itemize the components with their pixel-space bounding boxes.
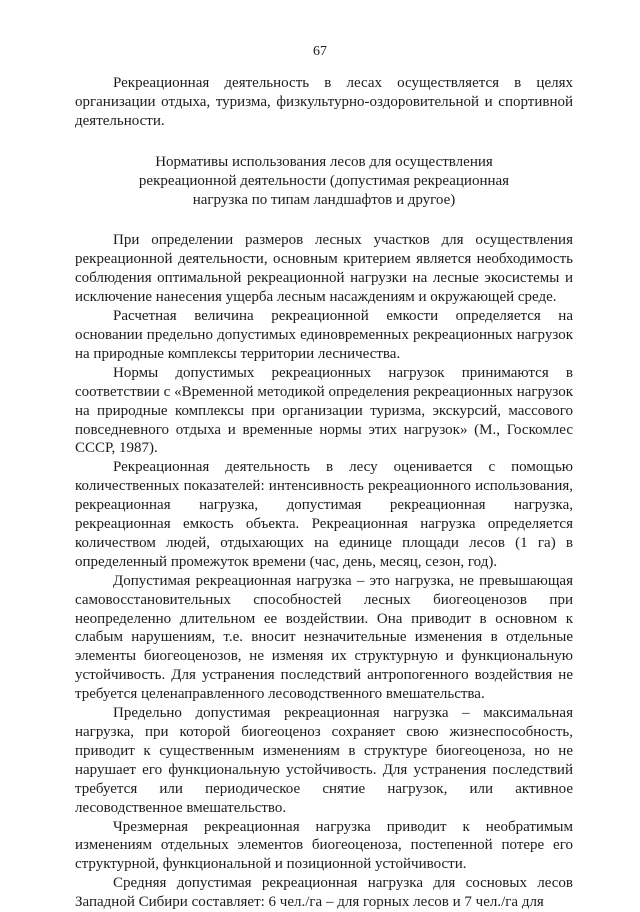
heading-line: нагрузка по типам ландшафтов и другое): [192, 191, 456, 208]
paragraph: Рекреационная деятельность в лесу оценивается с помощью количественных показателей: интенсивность рекреационного использования, рекреационная нагрузка, допустимая рекреационная нагрузка, рекреационная емкость объекта. Рекреационная нагрузка определяется количеством людей, отдыхающих на единице площади лесов (1 га) в определенный промежуток времени (час, день, месяц, сезон, год).: [75, 459, 573, 570]
paragraph: Средняя допустимая рекреационная нагрузка для сосновых лесов Западной Сибири составляет: 6 чел./га – для горных лесов и 7 чел./га для: [75, 875, 573, 911]
intro-paragraph: Рекреационная деятельность в лесах осуществляется в целях организации отдыха, туризма, физкультурно-оздоровительной и спортивной деятельности.: [75, 75, 573, 129]
paragraph: Нормы допустимых рекреационных нагрузок принимаются в соответствии с «Временной методикой определения рекреационных нагрузок на природные комплексы при организации туризма, экскурсий, массового повседневного отдыха и временные нормы этих нагрузок» (М., Госкомлес СССР, 1987).: [75, 364, 573, 457]
heading-line: рекреационной деятельности (допустимая рекреационная: [138, 172, 510, 189]
page-number: 67: [313, 44, 327, 59]
paragraph: При определении размеров лесных участков для осуществления рекреационной деятельности, основным критерием является необходимость соблюдения оптимальной рекреационной нагрузки на лесные экосистемы и исключение нанесения ущерба лесным насаждениям и окружающей среде.: [75, 232, 573, 306]
paragraph: Расчетная величина рекреационной емкости определяется на основании предельно допустимых единовременных рекреационных нагрузок на природные комплексы территории лесничества.: [75, 308, 573, 362]
paragraph: Чрезмерная рекреационная нагрузка приводит к необратимым изменениям отдельных элементов биогеоценоза, постепенной потере его структурной, функциональной и позиционной устойчивости.: [75, 818, 573, 873]
document-body: [75, 74, 573, 912]
heading-line: Нормативы использования лесов для осуществления: [155, 153, 493, 170]
paragraph: Допустимая рекреационная нагрузка – это нагрузка, не превышающая самовосстановительных способностей лесных биогеоценозов при неопределенно длительном ее воздействии. Она приводит в основном к слабым нарушениям, т.е. вносит незначительные изменения в отдельные элементы биогеоценозов, не изменяя их структурную и функциональную устойчивость. Для устранения последствий антропогенного воздействия не требуется целенаправленного лесоводственного вмешательства.: [75, 572, 573, 703]
paragraph: Предельно допустимая рекреационная нагрузка – максимальная нагрузка, при которой биогеоценоз сохраняет свою жизнеспособность, приводит к существенным изменениям в структуре биогеоценоза, но не нарушает его функциональную устойчивость. Для устранения последствий требуется или периодическое снятие нагрузок, или активное лесоводственное вмешательство.: [75, 705, 573, 816]
section-heading: [75, 153, 573, 210]
